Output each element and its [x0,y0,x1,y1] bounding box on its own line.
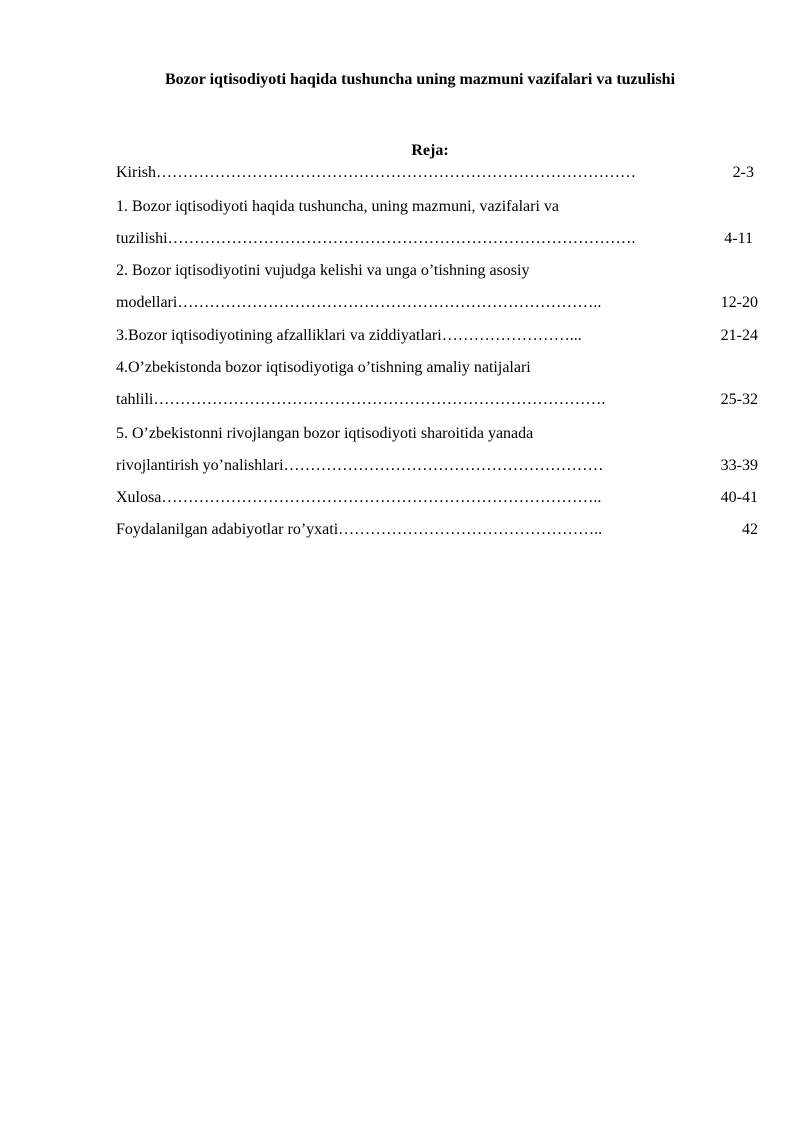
toc-entry-text: 1. Bozor iqtisodiyoti haqida tushuncha, uning mazmuni, vazifalari va [116,198,560,215]
toc-entry-text: Kirish……………………………………………………………………………… [116,164,636,181]
toc-entry-page: 42 [742,521,758,538]
plan-heading: Reja: [411,142,449,159]
toc-entry-page: 25-32 [720,391,758,408]
toc-entry-text: 3.Bozor iqtisodiyotining afzalliklari va ziddiyatlari……………………... [116,327,582,344]
toc-entry-text: 4.O’zbekistonda bozor iqtisodiyotiga o’tishning amaliy natijalari [116,359,531,376]
toc-entry-page: 33-39 [720,457,758,474]
toc-entry-text: 5. O’zbekistonni rivojlangan bozor iqtisodiyoti sharoitida yanada [116,425,534,442]
document-title: Bozor iqtisodiyoti haqida tushuncha uning mazmuni vazifalari va tuzulishi [164,71,676,88]
toc-entry-text: tahlili…………………………………………………………………………. [116,391,606,408]
toc-entry-text: Xulosa……………………………………………………………………….. [116,489,602,506]
toc-entry-text: rivojlantirish yo’nalishlari…………………………………………………… [116,457,604,474]
toc-entry-text: tuzilishi……………………………………………………………………………. [116,230,636,247]
toc-entry-text: modellari…………………………………………………………………….. [116,294,602,311]
toc-entry-page: 12-20 [720,294,758,311]
toc-entry-text: Foydalanilgan adabiyotlar ro’yxati………………………………………….. [116,521,603,538]
toc-entry-page: 4-11 [724,230,753,247]
toc-entry-page: 40-41 [720,489,758,506]
toc-entry-text: 2. Bozor iqtisodiyotini vujudga kelishi va unga o’tishning asosiy [116,262,530,279]
toc-entry-page: 2-3 [732,164,754,181]
toc-entry-page: 21-24 [720,327,758,344]
